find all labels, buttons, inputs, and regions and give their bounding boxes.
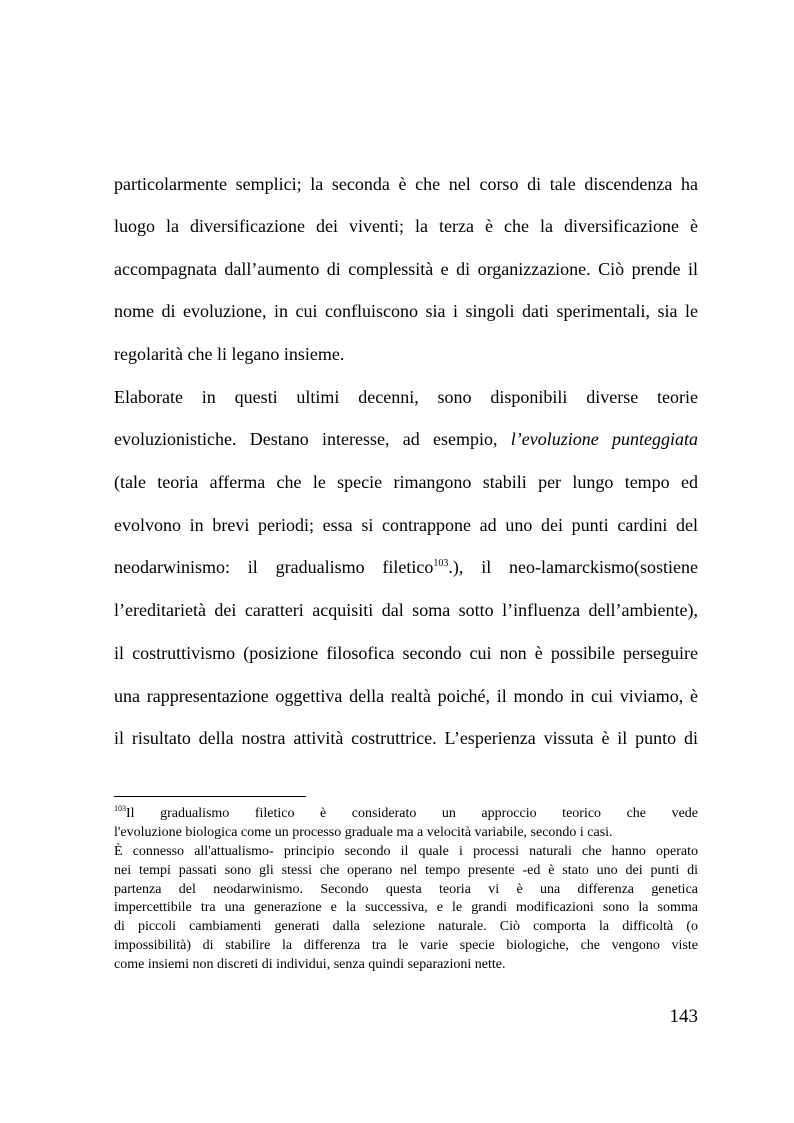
footnote-line: di piccoli cambiamenti generati dalla selezione naturale. Ciò comporta la difficoltà (o [114,919,698,934]
body-line: l’ereditarietà dei caratteri acquisiti dal soma sotto l’influenza dell’ambiente), [114,600,698,620]
footnote-line: nei tempi passati sono gli stessi che operano nel tempo presente -ed è stato uno dei punti di [114,863,698,878]
footnote-separator [114,796,306,797]
footnote-line: l'evoluzione biologica come un processo graduale ma a velocità variabile, secondo i casi. [114,825,613,840]
footnote-line: partenza del neodarwinismo. Secondo questa teoria vi è una differenza genetica [114,882,698,897]
italic-term: l’evoluzione punteggiata [510,429,698,449]
body-line: particolarmente semplici; la seconda è che nel corso di tale discendenza ha [114,174,698,194]
footnote-reference[interactable]: 103 [433,558,449,569]
body-line: regolarità che li legano insieme. [114,344,345,364]
body-line [114,429,698,449]
body-line-text: .), il neo-lamarckismo(sostiene [448,557,698,577]
body-line: una rappresentazione oggettiva della realtà poiché, il mondo in cui viviamo, è [114,686,698,706]
body-line [114,557,698,577]
page-number: 143 [669,1006,698,1027]
footnote-line: impercettibile tra una generazione e la successiva, e le grandi modificazioni sono la somma [114,900,698,915]
body-line: il costruttivismo (posizione filosofica secondo cui non è possibile perseguire [114,643,698,663]
footnote-number: 103 [114,804,126,813]
footnote-line: È connesso all'attualismo- principio secondo il quale i processi naturali che hanno operato [114,844,698,859]
body-line: il risultato della nostra attività costruttrice. L’esperienza vissuta è il punto di [114,728,698,748]
body-line-text: evoluzionistiche. Destano interesse, ad esempio, [114,429,498,449]
body-line: accompagnata dall’aumento di complessità e di organizzazione. Ciò prende il [114,259,698,279]
footnote-line [114,806,698,822]
footnote-line: come insiemi non discreti di individui, senza quindi separazioni nette. [114,957,506,972]
body-line: Elaborate in questi ultimi decenni, sono disponibili diverse teorie [114,387,698,407]
footnote-line: impossibilità) di stabilire la differenza tra le varie specie biologiche, che vengono viste [114,938,698,953]
body-line: nome di evoluzione, in cui confluiscono sia i singoli dati sperimentali, sia le [114,301,698,321]
body-line-text: neodarwinismo: il gradualismo filetico [114,557,434,577]
body-line: (tale teoria afferma che le specie rimangono stabili per lungo tempo ed [114,472,698,492]
body-line: luogo la diversificazione dei viventi; la terza è che la diversificazione è [114,216,698,236]
body-line: evolvono in brevi periodi; essa si contrappone ad uno dei punti cardini del [114,515,698,535]
footnote-text: Il gradualismo filetico è considerato un approccio teorico che vede [126,806,698,821]
